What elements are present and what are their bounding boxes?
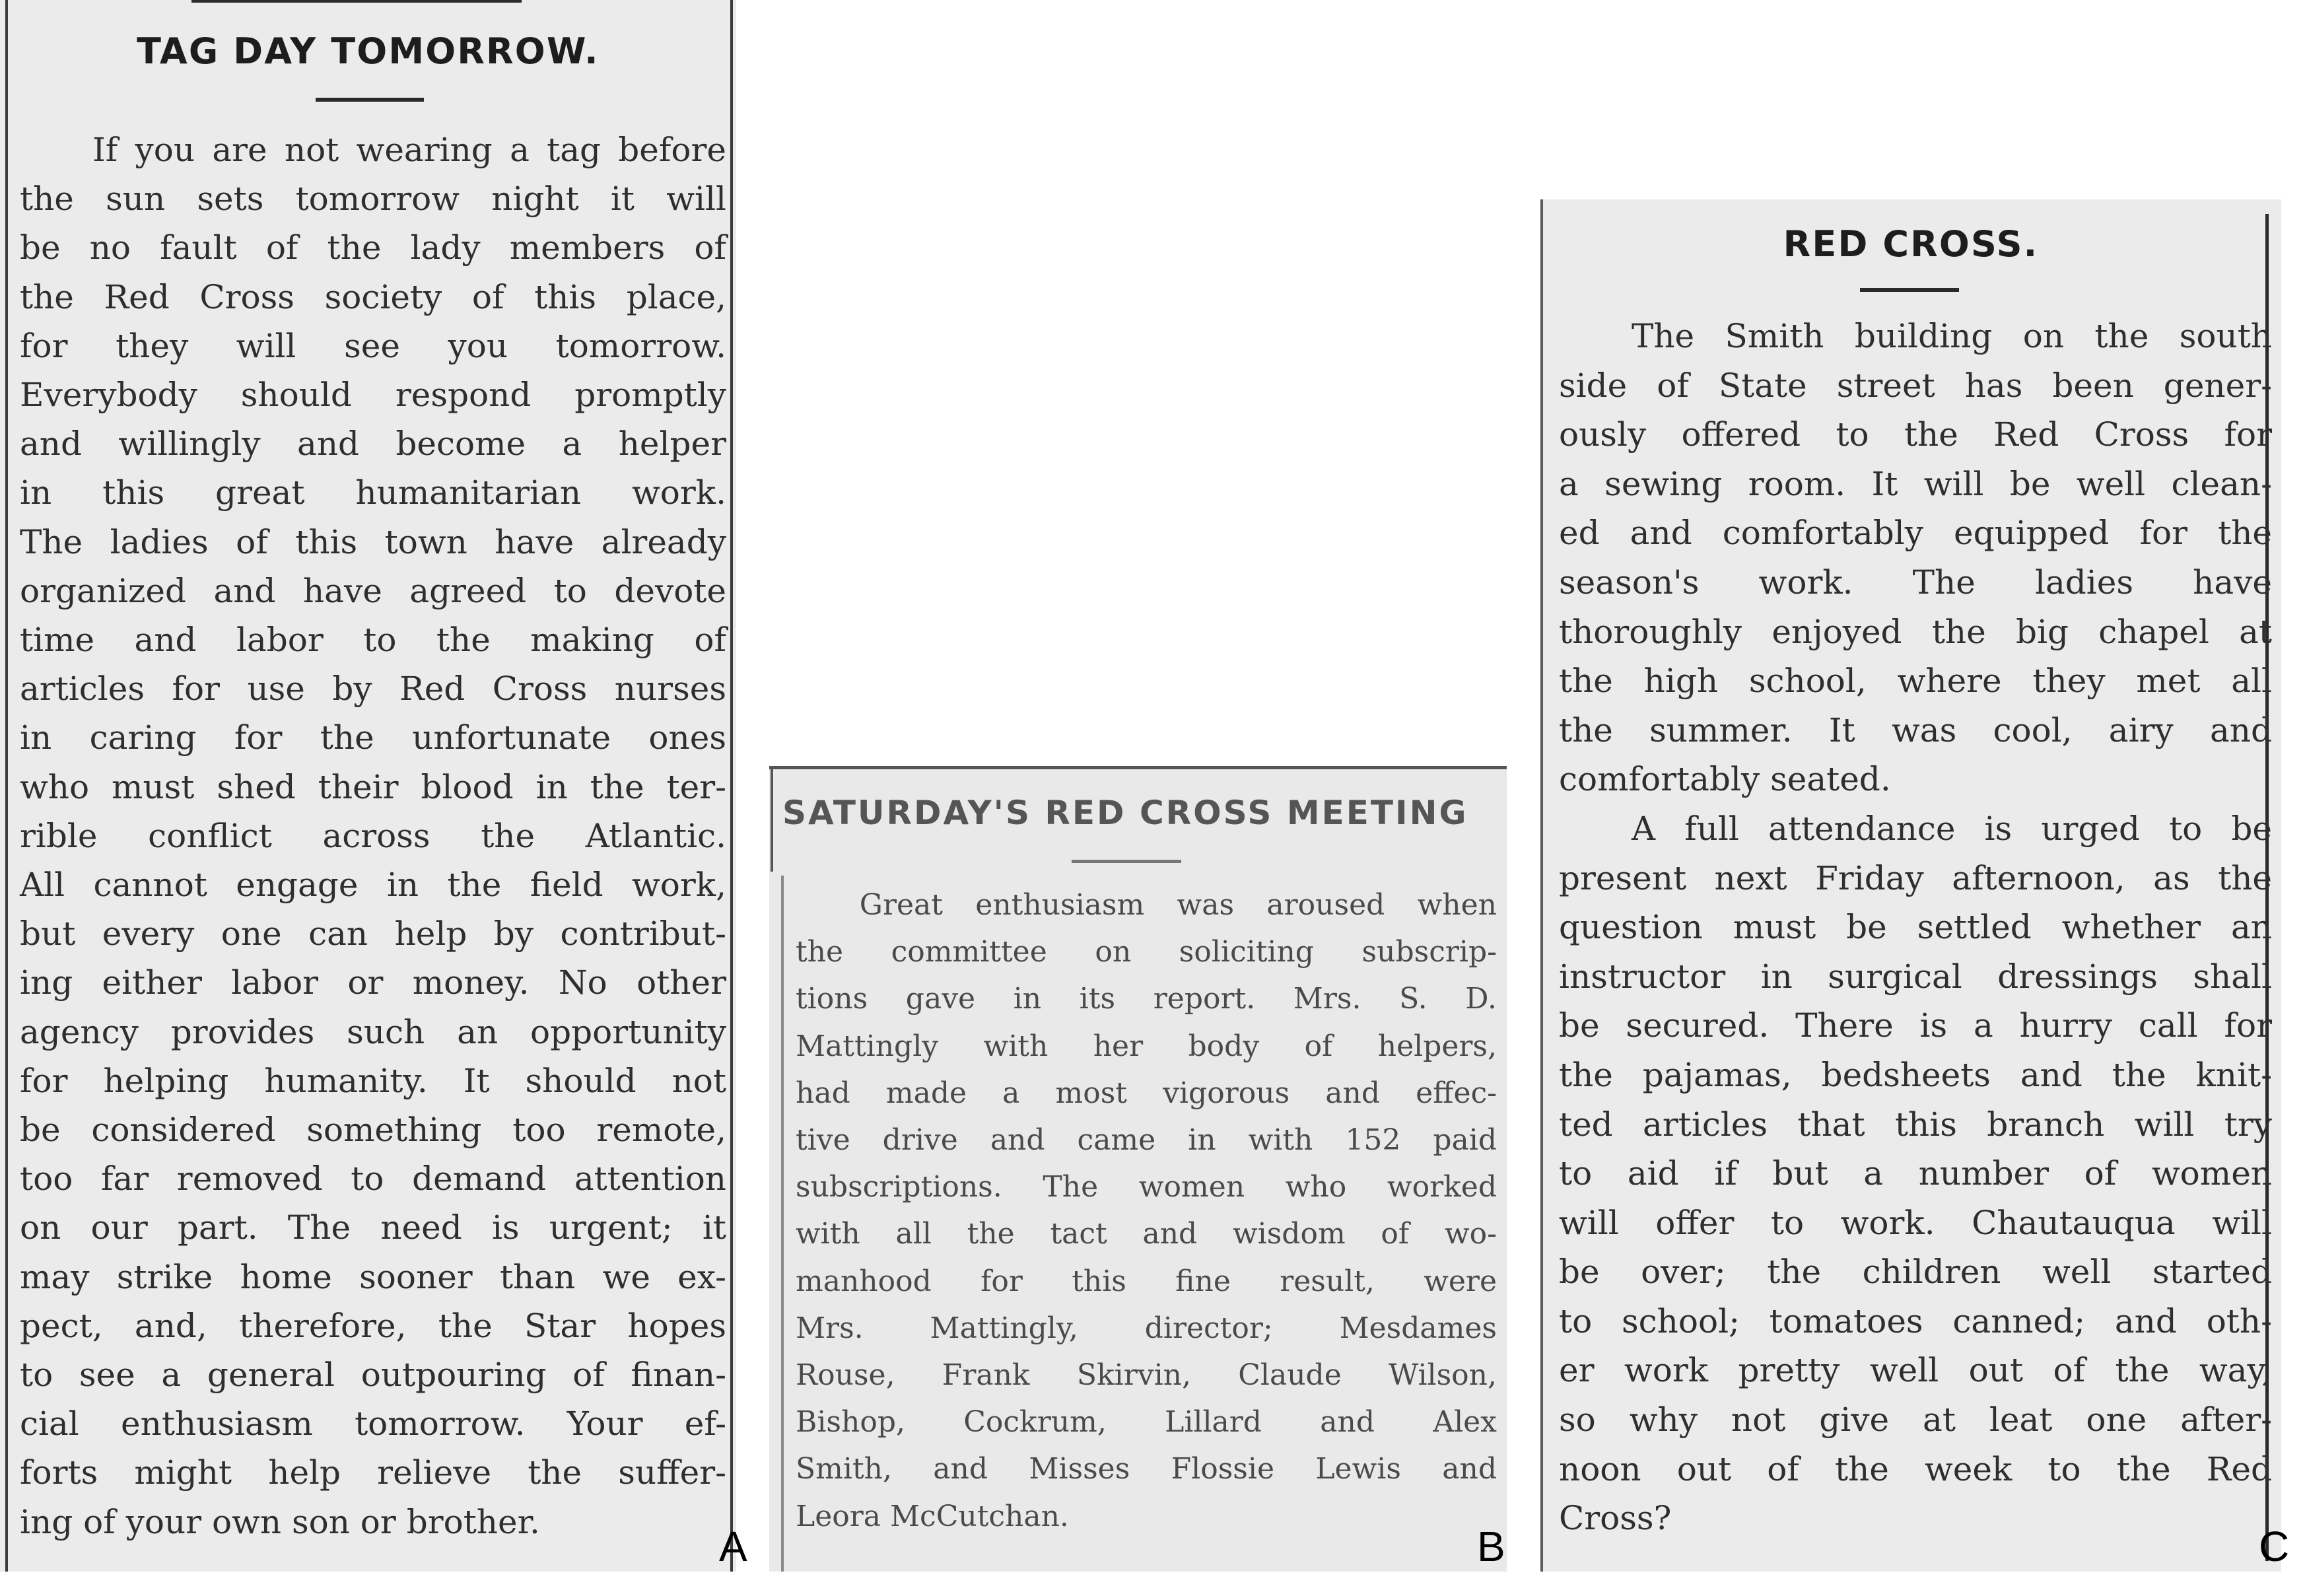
headline-rule [1072, 860, 1181, 863]
text-line: side of State street has been gener- [1559, 366, 2272, 405]
text-line: If you are not wearing a tag before [92, 131, 726, 169]
top-rule [769, 766, 1507, 769]
panel-label-a: A [719, 1523, 747, 1570]
text-line: manhood for this fine result, were [796, 1264, 1497, 1298]
text-line: be considered something too remote, [20, 1111, 726, 1150]
headline-rule [1860, 288, 1959, 292]
text-line: cial enthusiasm tomorrow. Your ef- [20, 1405, 726, 1443]
text-line: The Smith building on the south [1632, 317, 2272, 355]
text-line: noon out of the week to the Red [1559, 1449, 2272, 1488]
text-line: instructor in surgical dressings shall [1559, 957, 2272, 996]
text-line: the high school, where they met all [1559, 662, 2272, 701]
text-line: ed and comfortably equipped for the [1559, 514, 2272, 553]
text-line: A full attendance is urged to be [1632, 809, 2272, 848]
text-line: the sun sets tomorrow night it will [20, 180, 726, 219]
text-line: ously offered to the Red Cross for [1559, 415, 2272, 454]
column-border-left [5, 0, 8, 1572]
top-rule [191, 0, 522, 3]
text-line: er work pretty well out of the way, [1559, 1351, 2272, 1390]
text-line: the Red Cross society of this place, [20, 277, 726, 316]
panel-label-b: B [1477, 1523, 1505, 1570]
text-line: tions gave in its report. Mrs. S. D. [796, 982, 1497, 1016]
text-line: Mattingly with her body of helpers, [796, 1029, 1497, 1063]
text-line: a sewing room. It will be well clean- [1559, 464, 2272, 503]
text-line: so why not give at leat one after- [1559, 1401, 2272, 1440]
text-line: organized and have agreed to devote [20, 571, 726, 610]
text-line: season's work. The ladies have [1559, 563, 2272, 602]
headline: SATURDAY'S RED CROSS MEETING [782, 794, 1468, 832]
text-line: the summer. It was cool, airy and [1559, 711, 2272, 749]
text-line: who must shed their blood in the ter- [20, 767, 726, 806]
text-line: articles for use by Red Cross nurses [20, 670, 726, 709]
text-line: ing of your own son or brother. [20, 1502, 540, 1541]
text-line: All cannot engage in the field work, [20, 866, 726, 905]
text-line: be secured. There is a hurry call for [1559, 1006, 2272, 1045]
article-body [796, 882, 1497, 1540]
text-line: with all the tact and wisdom of wo- [796, 1217, 1497, 1251]
text-line: Great enthusiasm was aroused when [859, 888, 1497, 922]
text-line: Bishop, Cockrum, Lillard and Alex [796, 1405, 1497, 1440]
column-border-left [1540, 199, 1543, 1572]
text-line: will offer to work. Chautauqua will [1559, 1203, 2272, 1242]
column-border-right [730, 0, 733, 1572]
article-body [1559, 312, 2272, 1543]
text-line: on our part. The need is urgent; it [20, 1208, 726, 1247]
text-line: too far removed to demand attention [20, 1160, 726, 1198]
text-line: Cross? [1559, 1499, 1672, 1538]
text-line: the committee on soliciting subscrip- [796, 935, 1497, 969]
text-line: thoroughly enjoyed the big chapel at [1559, 612, 2272, 651]
text-line: rible conflict across the Atlantic. [20, 816, 726, 855]
text-line: and willingly and become a helper [20, 425, 726, 464]
text-line: had made a most vigorous and effec- [796, 1076, 1497, 1110]
text-line: ted articles that this branch will try [1559, 1105, 2272, 1144]
text-line: be over; the children well started [1559, 1253, 2272, 1292]
text-line: Rouse, Frank Skirvin, Claude Wilson, [796, 1358, 1497, 1393]
headline: RED CROSS. [1783, 223, 2039, 265]
text-line: may strike home sooner than we ex- [20, 1257, 726, 1296]
text-line: ing either labor or money. No other [20, 963, 726, 1002]
text-line: Leora McCutchan. [796, 1499, 1069, 1533]
text-line: for they will see you tomorrow. [20, 326, 726, 365]
text-line: pect, and, therefore, the Star hopes [20, 1306, 726, 1345]
text-line: question must be settled whether an [1559, 908, 2272, 947]
headline: TAG DAY TOMORROW. [137, 30, 600, 72]
text-line: but every one can help by contribut- [20, 915, 726, 954]
text-line: for helping humanity. It should not [20, 1061, 726, 1100]
text-line: Mrs. Mattingly, director; Mesdames [796, 1311, 1497, 1345]
text-line: in caring for the unfortunate ones [20, 718, 726, 757]
text-line: the pajamas, bedsheets and the knit- [1559, 1055, 2272, 1094]
headline-rule [316, 98, 424, 102]
column-border-left [771, 766, 773, 872]
column-border-inner [781, 876, 784, 1572]
text-line: time and labor to the making of [20, 621, 726, 660]
text-line: tive drive and came in with 152 paid [796, 1123, 1497, 1158]
text-line: to see a general outpouring of finan- [20, 1356, 726, 1395]
text-line: agency provides such an opportunity [20, 1012, 726, 1051]
text-line: present next Friday afternoon, as the [1559, 858, 2272, 897]
article-body [20, 125, 726, 1546]
text-line: Everybody should respond promptly [20, 376, 726, 415]
text-line: Smith, and Misses Flossie Lewis and [796, 1452, 1497, 1486]
text-line: be no fault of the lady members of [20, 228, 726, 267]
clipping-a [0, 0, 736, 1572]
text-line: subscriptions. The women who worked [796, 1170, 1497, 1204]
text-line: comfortably seated. [1559, 760, 1891, 799]
text-line: to school; tomatoes canned; and oth- [1559, 1301, 2272, 1340]
clipping-b [769, 766, 1507, 1572]
text-line: in this great humanitarian work. [20, 473, 726, 512]
text-line: The ladies of this town have already [20, 522, 726, 561]
panel-label-c: C [2259, 1523, 2290, 1570]
text-line: forts might help relieve the suffer- [20, 1453, 726, 1492]
text-line: to aid if but a number of women [1559, 1154, 2272, 1193]
clipping-c [1540, 199, 2281, 1572]
